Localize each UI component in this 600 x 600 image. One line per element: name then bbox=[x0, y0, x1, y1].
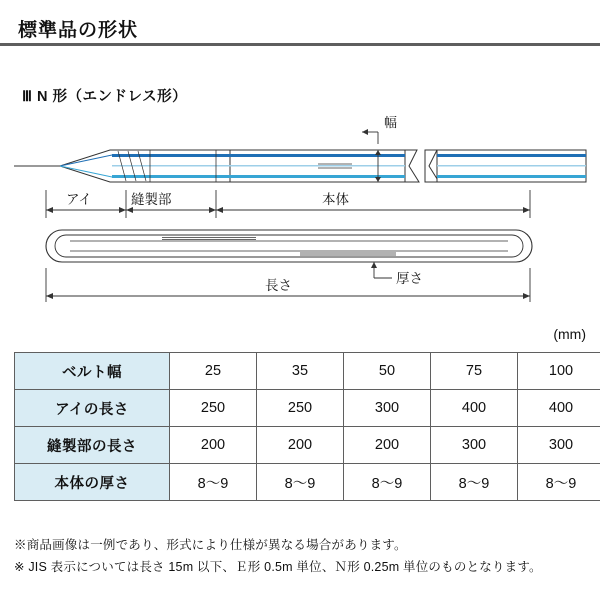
footnotes bbox=[14, 534, 592, 578]
cell-eye-length-2: 250 bbox=[257, 390, 344, 427]
cell-eye-length-4: 400 bbox=[431, 390, 518, 427]
dimension-row-top bbox=[46, 190, 530, 218]
cell-sewn-length-5: 300 bbox=[518, 427, 600, 464]
unit-note: (mm) bbox=[553, 326, 586, 342]
table-row bbox=[15, 464, 600, 501]
cell-sewn-length-4: 300 bbox=[431, 427, 518, 464]
footnote-1: ※商品画像は一例であり、形式により仕様が異なる場合があります。 bbox=[14, 538, 407, 552]
cell-eye-length-1: 250 bbox=[170, 390, 257, 427]
page-title: 標準品の形状 bbox=[18, 20, 139, 41]
cell-sewn-length-3: 200 bbox=[344, 427, 431, 464]
cell-body-thickness-1: 8～9 bbox=[170, 464, 257, 501]
section-subtitle: Ⅲ N 形（エンドレス形） bbox=[22, 89, 188, 105]
cell-eye-length-3: 300 bbox=[344, 390, 431, 427]
table-row bbox=[15, 427, 600, 464]
table-row bbox=[15, 390, 600, 427]
label-body: 本体 bbox=[322, 192, 349, 207]
row-header-eye-length: アイの長さ bbox=[15, 390, 170, 427]
spec-table bbox=[14, 352, 600, 501]
cell-body-thickness-4: 8～9 bbox=[431, 464, 518, 501]
cell-belt-width-5: 100 bbox=[518, 353, 600, 390]
cell-body-thickness-5: 8～9 bbox=[518, 464, 600, 501]
cell-sewn-length-1: 200 bbox=[170, 427, 257, 464]
cell-belt-width-1: 25 bbox=[170, 353, 257, 390]
cell-body-thickness-3: 8～9 bbox=[344, 464, 431, 501]
cell-belt-width-4: 75 bbox=[431, 353, 518, 390]
cell-sewn-length-2: 200 bbox=[257, 427, 344, 464]
row-header-body-thickness: 本体の厚さ bbox=[15, 464, 170, 501]
label-thickness: 厚さ bbox=[396, 271, 423, 286]
table-row bbox=[15, 353, 600, 390]
label-width: 幅 bbox=[384, 115, 398, 130]
belt-top-view bbox=[14, 129, 586, 182]
cell-belt-width-2: 35 bbox=[257, 353, 344, 390]
belt-side-view bbox=[46, 230, 532, 278]
cell-body-thickness-2: 8～9 bbox=[257, 464, 344, 501]
row-header-sewn-length: 縫製部の長さ bbox=[15, 427, 170, 464]
label-eye: アイ bbox=[66, 192, 92, 207]
footnote-2: ※ JIS 表示については長さ 15m 以下、Ｅ形 0.5m 単位、Ｎ形 0.25m 単位のものとなります。 bbox=[14, 560, 542, 574]
row-header-belt-width: ベルト幅 bbox=[15, 353, 170, 390]
belt-diagram bbox=[0, 110, 600, 315]
cell-belt-width-3: 50 bbox=[344, 353, 431, 390]
label-sewn: 縫製部 bbox=[131, 192, 172, 207]
page-header bbox=[0, 8, 600, 46]
cell-eye-length-5: 400 bbox=[518, 390, 600, 427]
label-length: 長さ bbox=[265, 278, 292, 293]
